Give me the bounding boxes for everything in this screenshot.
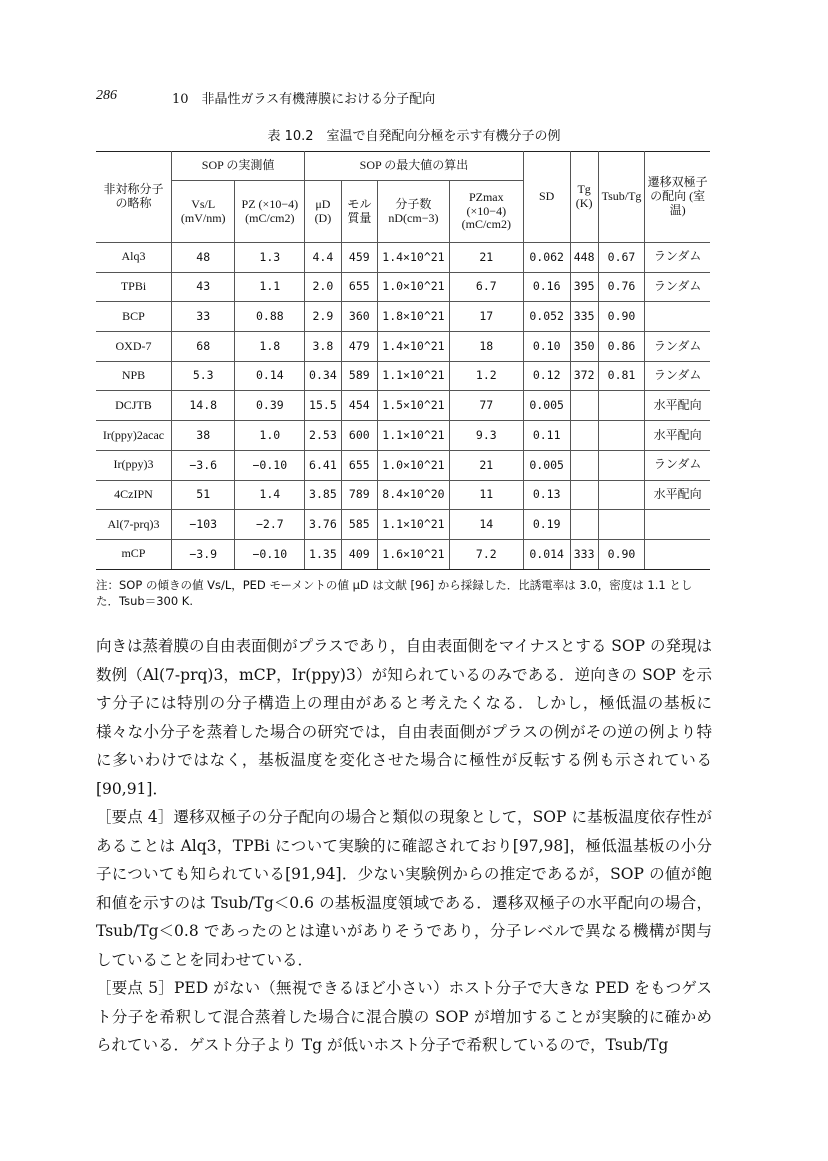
cell-name: Ir(ppy)2acac [96, 421, 171, 451]
cell-orient: ランダム [645, 272, 710, 302]
cell-nd: 1.4×10^21 [378, 243, 450, 273]
cell-ratio: 0.90 [598, 539, 645, 569]
cell-vs: −103 [171, 510, 234, 540]
cell-mu: 6.41 [305, 450, 341, 480]
header-nd: 分子数 nD(cm−3) [378, 181, 450, 243]
header-mu: μD (D) [305, 181, 341, 243]
cell-vs: 38 [171, 421, 234, 451]
table-note: 注：SOP の傾きの値 Vs/L，PED モーメントの値 μD は文献 [96] から採録した．比誘電率は 3.0，密度は 1.1 とした．Tsub＝300 K. [96, 578, 693, 608]
cell-mw: 479 [341, 332, 377, 362]
cell-pz: 0.39 [235, 391, 305, 421]
cell-name: Alq3 [96, 243, 171, 273]
cell-ratio [598, 510, 645, 540]
cell-ratio: 0.67 [598, 243, 645, 273]
cell-tg [570, 510, 598, 540]
cell-nd: 1.1×10^21 [378, 361, 450, 391]
cell-sd: 0.11 [523, 421, 570, 451]
cell-sd: 0.005 [523, 391, 570, 421]
header-sd: SD [523, 152, 570, 243]
cell-pz: −0.10 [235, 539, 305, 569]
paragraph-1: 向きは蒸着膜の自由表面側がプラスであり，自由表面側をマイナスとする SOP の発現は数例（Al(7-prq)3，mCP，Ir(ppy)3）が知られているのみである．逆向きの SOP を示す分子には特別の分子構造上の理由があると考えたくなる．しかし，極低温の基板に様々な小分子を蒸着した場合の研究では，自由表面側がプラスの例がその逆の例より特に多いわけではなく，基板温度を変化させた場合に極性が反転する例も示されている[90,91]． [96, 637, 712, 798]
paragraph-3: ［要点 5］PED がない（無視できるほど小さい）ホスト分子で大きな PED をもつゲスト分子を希釈して混合蒸着した場合に混合膜の SOP が増加することが実験的に確かめられている．ゲスト分子より Tg が低いホスト分子で希釈しているので，Tsub/Tg [96, 979, 712, 1054]
cell-nd: 1.0×10^21 [378, 272, 450, 302]
cell-vs: 43 [171, 272, 234, 302]
cell-tg [570, 450, 598, 480]
cell-vs: 48 [171, 243, 234, 273]
cell-nd: 1.1×10^21 [378, 510, 450, 540]
cell-orient [645, 539, 710, 569]
table-row [96, 539, 710, 569]
cell-pz: −2.7 [235, 510, 305, 540]
cell-sd: 0.19 [523, 510, 570, 540]
table-row [96, 361, 710, 391]
header-vs: Vs/L (mV/nm) [171, 181, 234, 243]
cell-mu: 2.53 [305, 421, 341, 451]
cell-pzmax: 77 [449, 391, 523, 421]
header-group-calculated: SOP の最大値の算出 [305, 152, 524, 181]
cell-nd: 1.8×10^21 [378, 302, 450, 332]
cell-mw: 600 [341, 421, 377, 451]
cell-nd: 1.1×10^21 [378, 421, 450, 451]
cell-sd: 0.005 [523, 450, 570, 480]
cell-name: DCJTB [96, 391, 171, 421]
cell-sd: 0.062 [523, 243, 570, 273]
cell-nd: 1.6×10^21 [378, 539, 450, 569]
cell-pz: 0.14 [235, 361, 305, 391]
header-orient: 遷移双極子の配向 (室温) [645, 152, 710, 243]
page-number: 286 [96, 88, 117, 103]
cell-pz: 1.0 [235, 421, 305, 451]
paragraph-2: ［要点 4］遷移双極子の分子配向の場合と類似の現象として，SOP に基板温度依存性があることは Alq3，TPBi について実験的に確認されており[97,98]，極低温基板の小分子についても知られている[91,94]．少ない実験例からの推定であるが，SOP の値が飽和値を示すのは Tsub/Tg＜0.6 の基板温度領域である．遷移双極子の水平配向の場合，Tsub/Tg＜0.8 であったのとは違いがありそうであり，分子レベルで異なる機構が関与していることを同わせている． [96, 808, 712, 969]
cell-orient [645, 302, 710, 332]
cell-ratio: 0.86 [598, 332, 645, 362]
cell-tg: 333 [570, 539, 598, 569]
cell-pz: 0.88 [235, 302, 305, 332]
cell-pz: 1.8 [235, 332, 305, 362]
cell-mu: 1.35 [305, 539, 341, 569]
table-row [96, 302, 710, 332]
cell-vs: 51 [171, 480, 234, 510]
cell-pz: 1.1 [235, 272, 305, 302]
cell-name: TPBi [96, 272, 171, 302]
cell-sd: 0.052 [523, 302, 570, 332]
page-header [96, 88, 436, 107]
cell-nd: 1.4×10^21 [378, 332, 450, 362]
cell-vs: 5.3 [171, 361, 234, 391]
cell-orient: ランダム [645, 361, 710, 391]
body-text [96, 632, 712, 1060]
cell-pz: 1.4 [235, 480, 305, 510]
cell-ratio [598, 391, 645, 421]
cell-nd: 1.0×10^21 [378, 450, 450, 480]
cell-mw: 655 [341, 450, 377, 480]
cell-name: 4CzIPN [96, 480, 171, 510]
cell-ratio: 0.81 [598, 361, 645, 391]
table-row [96, 510, 710, 540]
cell-name: mCP [96, 539, 171, 569]
header-group-measured: SOP の実測値 [171, 152, 304, 181]
cell-mu: 15.5 [305, 391, 341, 421]
cell-pzmax: 11 [449, 480, 523, 510]
cell-sd: 0.16 [523, 272, 570, 302]
table-row [96, 332, 710, 362]
cell-mw: 459 [341, 243, 377, 273]
table-caption: 表 10.2 室温で自発配向分極を示す有機分子の例 [267, 129, 561, 144]
cell-name: Al(7-prq)3 [96, 510, 171, 540]
cell-pzmax: 14 [449, 510, 523, 540]
cell-mu: 4.4 [305, 243, 341, 273]
cell-tg [570, 421, 598, 451]
cell-pzmax: 1.2 [449, 361, 523, 391]
cell-mu: 2.0 [305, 272, 341, 302]
cell-vs: −3.6 [171, 450, 234, 480]
cell-mu: 3.8 [305, 332, 341, 362]
cell-orient [645, 510, 710, 540]
cell-tg: 350 [570, 332, 598, 362]
header-pzmax: PZmax (×10−4) (mC/cm2) [449, 181, 523, 243]
cell-sd: 0.014 [523, 539, 570, 569]
chapter-title: 10 非晶性ガラス有機薄膜における分子配向 [172, 92, 436, 107]
cell-orient: ランダム [645, 243, 710, 273]
header-mw: モル質量 [341, 181, 377, 243]
header-name: 非対称分子の略称 [96, 152, 171, 243]
cell-ratio: 0.90 [598, 302, 645, 332]
cell-pzmax: 18 [449, 332, 523, 362]
cell-ratio [598, 421, 645, 451]
cell-mw: 360 [341, 302, 377, 332]
header-tg: Tg (K) [570, 152, 598, 243]
cell-pzmax: 21 [449, 243, 523, 273]
cell-pzmax: 7.2 [449, 539, 523, 569]
cell-orient: 水平配向 [645, 421, 710, 451]
cell-pz: −0.10 [235, 450, 305, 480]
cell-tg: 335 [570, 302, 598, 332]
cell-pz: 1.3 [235, 243, 305, 273]
cell-mw: 409 [341, 539, 377, 569]
cell-sd: 0.13 [523, 480, 570, 510]
table-row [96, 272, 710, 302]
header-ratio: Tsub/Tg [598, 152, 645, 243]
cell-pzmax: 6.7 [449, 272, 523, 302]
cell-vs: 14.8 [171, 391, 234, 421]
cell-tg: 372 [570, 361, 598, 391]
cell-mu: 2.9 [305, 302, 341, 332]
cell-pzmax: 21 [449, 450, 523, 480]
header-pz: PZ (×10−4) (mC/cm2) [235, 181, 305, 243]
cell-orient: 水平配向 [645, 391, 710, 421]
cell-orient: ランダム [645, 332, 710, 362]
cell-mw: 789 [341, 480, 377, 510]
cell-pzmax: 17 [449, 302, 523, 332]
cell-orient: 水平配向 [645, 480, 710, 510]
table-row [96, 480, 710, 510]
cell-tg [570, 480, 598, 510]
cell-mw: 589 [341, 361, 377, 391]
table-row [96, 391, 710, 421]
cell-name: Ir(ppy)3 [96, 450, 171, 480]
cell-mw: 454 [341, 391, 377, 421]
cell-mu: 3.85 [305, 480, 341, 510]
cell-nd: 8.4×10^20 [378, 480, 450, 510]
cell-mu: 3.76 [305, 510, 341, 540]
cell-pzmax: 9.3 [449, 421, 523, 451]
cell-sd: 0.12 [523, 361, 570, 391]
cell-tg: 395 [570, 272, 598, 302]
cell-tg: 448 [570, 243, 598, 273]
cell-ratio [598, 450, 645, 480]
cell-orient: ランダム [645, 450, 710, 480]
cell-vs: 68 [171, 332, 234, 362]
cell-vs: −3.9 [171, 539, 234, 569]
cell-tg [570, 391, 598, 421]
sop-table [96, 151, 710, 570]
cell-ratio: 0.76 [598, 272, 645, 302]
cell-ratio [598, 480, 645, 510]
cell-mw: 585 [341, 510, 377, 540]
table-row [96, 243, 710, 273]
cell-name: OXD-7 [96, 332, 171, 362]
table-row [96, 450, 710, 480]
cell-name: BCP [96, 302, 171, 332]
cell-sd: 0.10 [523, 332, 570, 362]
cell-vs: 33 [171, 302, 234, 332]
cell-mw: 655 [341, 272, 377, 302]
cell-nd: 1.5×10^21 [378, 391, 450, 421]
table-row [96, 421, 710, 451]
cell-name: NPB [96, 361, 171, 391]
cell-mu: 0.34 [305, 361, 341, 391]
